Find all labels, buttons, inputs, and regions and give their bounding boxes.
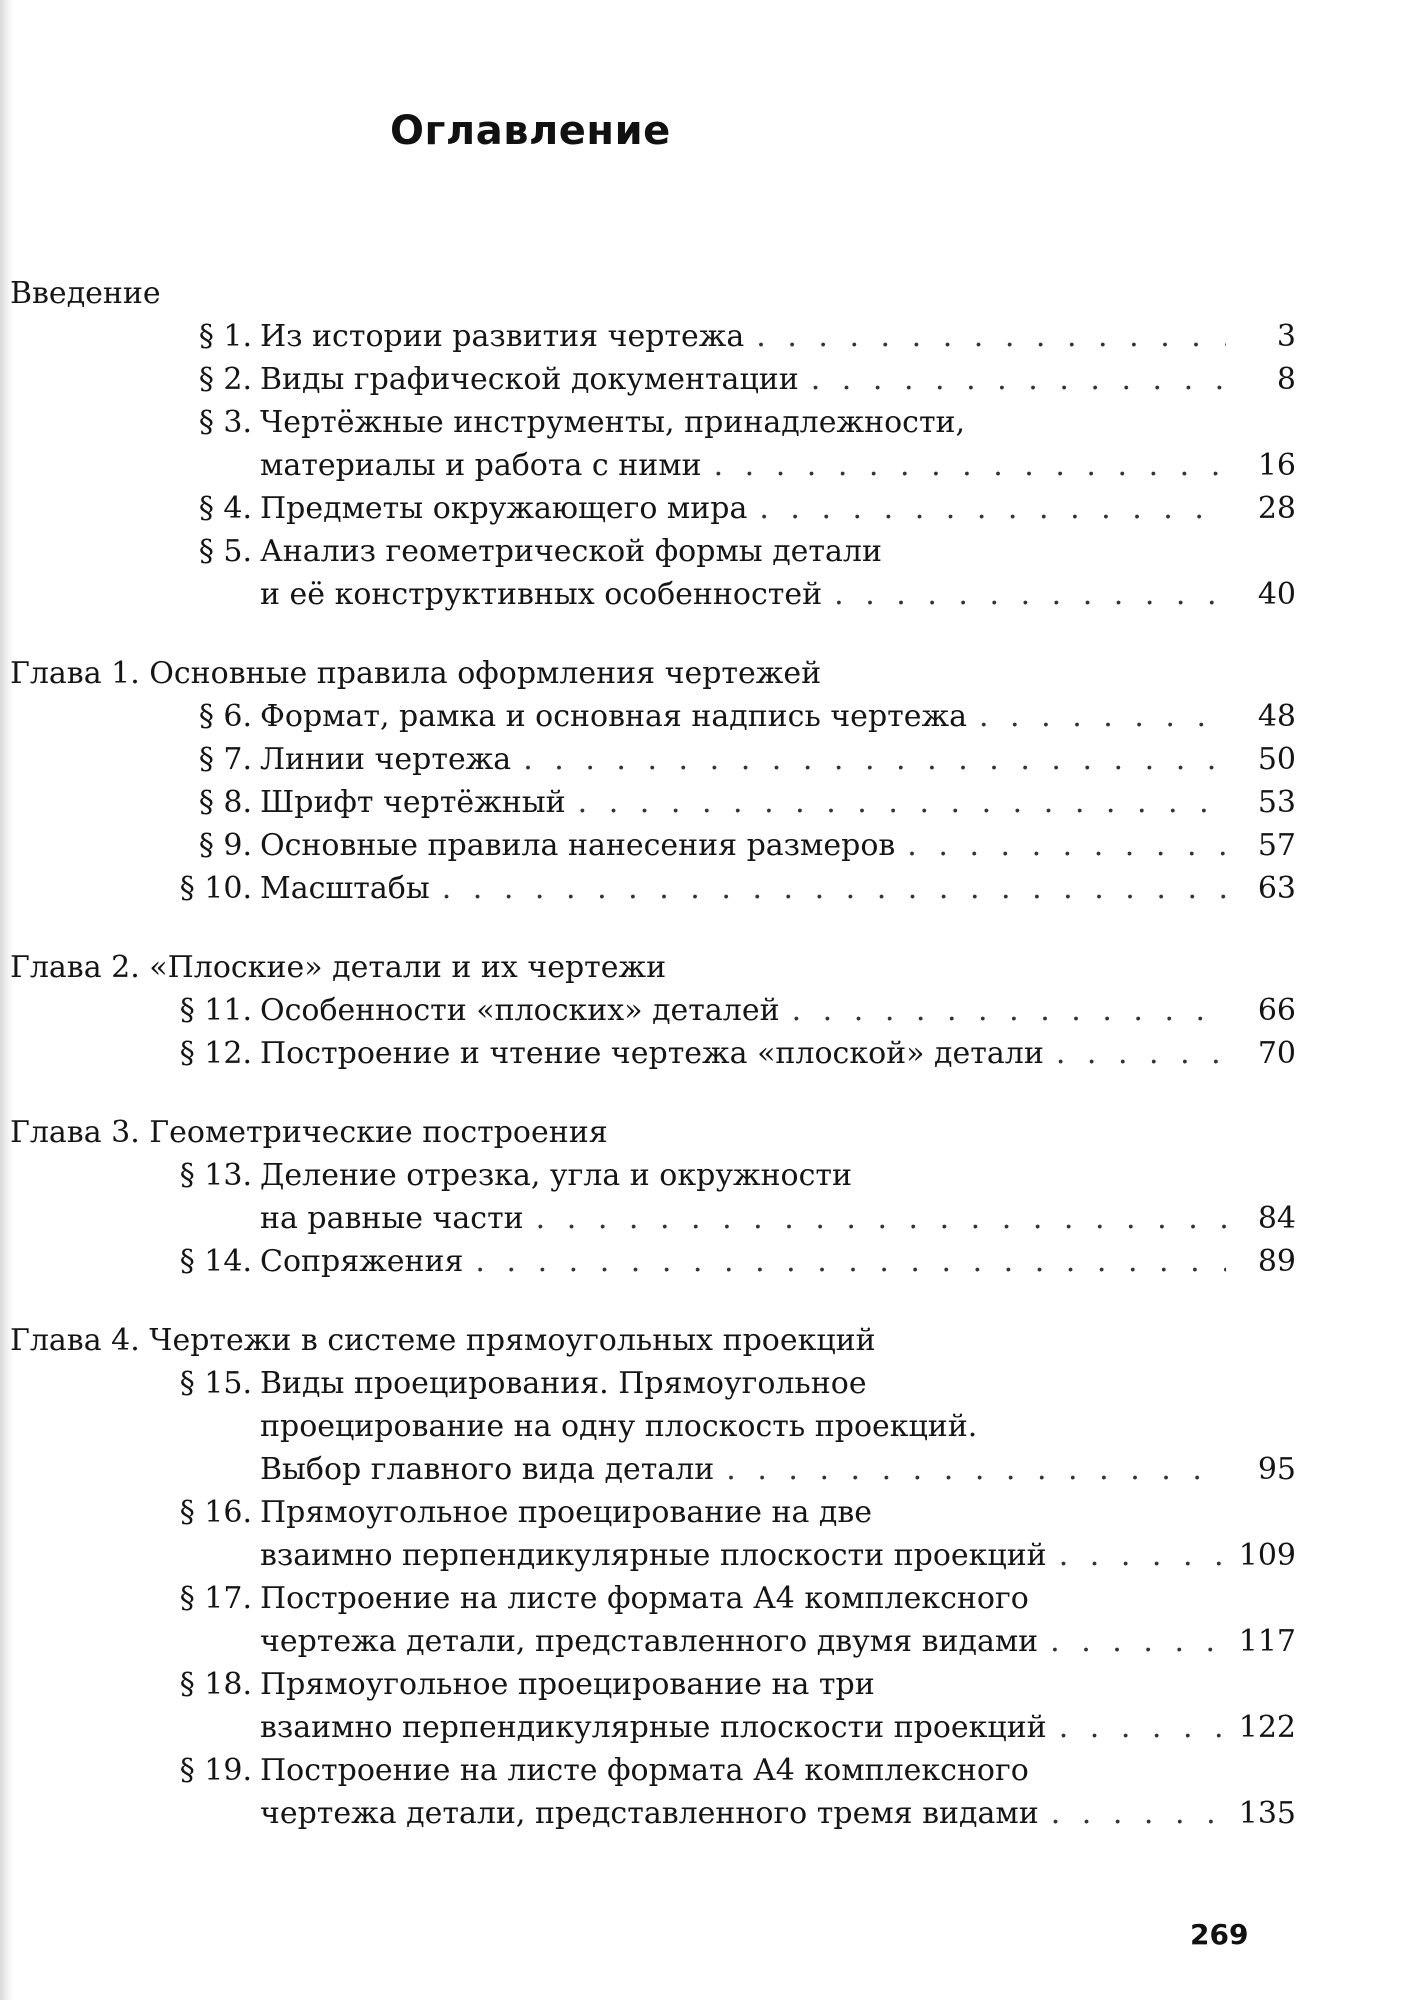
toc-chapter [10,946,1296,1075]
section-title-line: Виды проецирования. Прямоугольное [260,1366,867,1401]
section-title-line: Виды графической документации [260,362,799,397]
chapter-title[interactable]: Глава 3. Геометрические построения [10,1115,608,1150]
toc-entry[interactable] [10,824,1296,867]
section-title-row [260,738,1296,781]
table-of-contents [10,272,1296,1871]
page-title: Оглавление [390,108,671,154]
page-ref[interactable]: 89 [1257,1244,1296,1279]
section-number: § 12. [179,1036,252,1071]
section-title-line: Основные правила нанесения размеров [260,828,896,863]
section-number: § 2. [198,362,252,397]
section-title-line: и её конструктивных особенностей [260,577,823,612]
toc-entry[interactable] [10,1749,1296,1835]
section-title-row [260,867,1296,910]
page-ref[interactable]: 84 [1257,1201,1296,1236]
section-number: § 11. [179,993,252,1028]
section-title-row [260,1448,1296,1491]
section-title-line: Предметы окружающего мира [260,491,748,526]
section-title-line: Построение и чтение чертежа «плоской» детали [260,1036,1044,1071]
section-title-line: Чертёжные инструменты, принадлежности, [260,405,966,440]
dot-leader [536,1197,1226,1240]
section-title-line: взаимно перпендикулярные плоскости проекций [260,1538,1047,1573]
page-ref[interactable]: 16 [1257,448,1296,483]
section-title-line: на равные части [260,1201,524,1236]
toc-entry[interactable] [10,401,1296,487]
page-ref[interactable]: 135 [1238,1796,1296,1831]
section-title-row [260,695,1296,738]
toc-entry[interactable] [10,738,1296,781]
section-number: § 5. [198,534,252,569]
section-title-row [260,989,1296,1032]
section-number: § 1. [198,319,252,354]
chapter-title[interactable]: Глава 1. Основные правила оформления чертежей [10,656,822,691]
section-number: § 6. [198,699,252,734]
section-number: § 9. [198,828,252,863]
section-title-line: Шрифт чертёжный [260,785,566,820]
toc-entry[interactable] [10,1362,1296,1491]
dot-leader [834,573,1226,616]
section-title-line: Анализ геометрической формы детали [260,534,882,569]
dot-leader [979,695,1226,738]
section-number: § 18. [179,1667,252,1702]
page-ref[interactable]: 57 [1257,828,1296,863]
toc-chapter [10,1111,1296,1283]
toc-entry[interactable] [10,530,1296,616]
page-number: 269 [1190,1918,1249,1951]
section-title-line: Деление отрезка, угла и окружности [260,1158,853,1193]
section-title-row [260,781,1296,824]
section-number: § 4. [198,491,252,526]
section-number: § 8. [198,785,252,820]
section-title-line: Построение на листе формата А4 комплексного [260,1581,1029,1616]
section-title-row [260,1534,1296,1577]
page-ref[interactable]: 50 [1257,742,1296,777]
dot-leader [714,444,1226,487]
dot-leader [1056,1032,1226,1075]
toc-chapter [10,652,1296,910]
section-title-line: Линии чертежа [260,742,512,777]
toc-entry[interactable] [10,487,1296,530]
toc-entry[interactable] [10,1032,1296,1075]
section-title-line: Из истории развития чертежа [260,319,745,354]
section-title-row [260,573,1296,616]
dot-leader [759,487,1226,530]
section-title-line: Масштабы [260,871,430,906]
toc-entry[interactable] [10,1240,1296,1283]
section-title-line: материалы и работа с ними [260,448,702,483]
section-title-row [260,1620,1296,1663]
page-ref[interactable]: 28 [1257,491,1296,526]
section-title-line: Сопряжения [260,1244,464,1279]
toc-entry[interactable] [10,989,1296,1032]
toc-entry[interactable] [10,867,1296,910]
section-number: § 7. [198,742,252,777]
section-title-row [260,1032,1296,1075]
section-number: § 16. [179,1495,252,1530]
toc-entry[interactable] [10,1663,1296,1749]
section-number: § 10. [179,871,252,906]
dot-leader [475,1240,1226,1283]
section-title-line: Особенности «плоских» деталей [260,993,780,1028]
dot-leader [442,867,1226,910]
dot-leader [811,358,1226,401]
chapter-title[interactable]: Глава 4. Чертежи в системе прямоугольных проекций [10,1323,876,1358]
section-title-line: Прямоугольное проецирование на три [260,1667,875,1702]
dot-leader [756,315,1226,358]
page-ref[interactable]: 122 [1238,1710,1296,1745]
section-title-row [260,1706,1296,1749]
page-ref[interactable]: 95 [1257,1452,1296,1487]
section-title-line: чертежа детали, представленного тремя видами [260,1796,1039,1831]
section-title-row [260,824,1296,867]
section-title-line: Выбор главного вида детали [260,1452,715,1487]
dot-leader [1051,1792,1226,1835]
dot-leader [1050,1620,1226,1663]
section-title-line: Построение на листе формата А4 комплексного [260,1753,1029,1788]
page-ref[interactable]: 117 [1238,1624,1296,1659]
section-title-line: проецирование на одну плоскость проекций. [260,1409,978,1444]
dot-leader [1059,1534,1226,1577]
section-title-line: Формат, рамка и основная надпись чертежа [260,699,967,734]
page-ref[interactable]: 40 [1257,577,1296,612]
page-ref[interactable]: 109 [1238,1538,1296,1573]
dot-leader [578,781,1226,824]
page-ref[interactable]: 48 [1257,699,1296,734]
page-ref[interactable]: 66 [1257,993,1296,1028]
section-title-row [260,1197,1296,1240]
toc-entry[interactable] [10,781,1296,824]
section-number: § 3. [198,405,252,440]
section-title-line: Прямоугольное проецирование на две [260,1495,873,1530]
dot-leader [523,738,1226,781]
dot-leader [792,989,1226,1032]
page-ref[interactable]: 63 [1257,871,1296,906]
toc-chapter [10,272,1296,616]
section-title-row [260,444,1296,487]
toc-entry[interactable] [10,1577,1296,1663]
section-number: § 15. [179,1366,252,1401]
toc-chapter [10,1319,1296,1835]
toc-entry[interactable] [10,1491,1296,1577]
section-number: § 14. [179,1244,252,1279]
section-number: § 17. [179,1581,252,1616]
section-title-row [260,1792,1296,1835]
toc-entry[interactable] [10,315,1296,358]
dot-leader [1059,1706,1226,1749]
page-ref[interactable]: 53 [1257,785,1296,820]
page-ref[interactable]: 70 [1257,1036,1296,1071]
page-ref[interactable]: 3 [1276,319,1296,354]
section-title-row [260,487,1296,530]
chapter-title[interactable]: Глава 2. «Плоские» детали и их чертежи [10,950,667,985]
section-title-row [260,315,1296,358]
chapter-title[interactable]: Введение [10,276,161,311]
section-title-line: чертежа детали, представленного двумя видами [260,1624,1039,1659]
toc-entry[interactable] [10,1154,1296,1240]
toc-entry[interactable] [10,358,1296,401]
dot-leader [726,1448,1226,1491]
section-title-row [260,358,1296,401]
dot-leader [907,824,1226,867]
page-ref[interactable]: 8 [1276,362,1296,397]
section-title-line: взаимно перпендикулярные плоскости проекций [260,1710,1047,1745]
toc-entry[interactable] [10,695,1296,738]
section-number: § 13. [179,1158,252,1193]
section-number: § 19. [179,1753,252,1788]
section-title-row [260,1240,1296,1283]
